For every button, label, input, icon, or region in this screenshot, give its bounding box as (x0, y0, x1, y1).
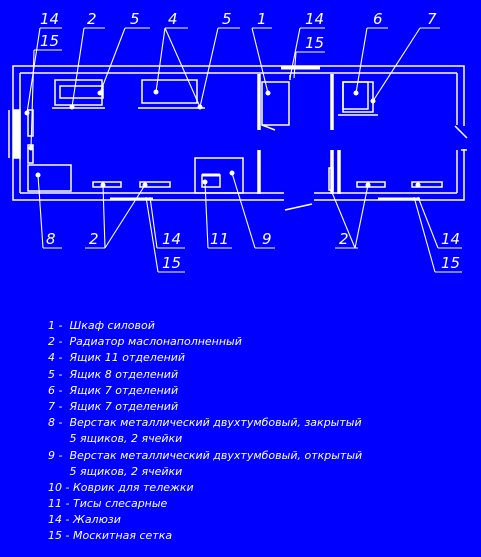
legend-text: Тисы слесарные (72, 497, 168, 511)
legend-text: Шкаф силовой (69, 319, 155, 332)
callout-14-bottom-right: 14 (441, 230, 461, 248)
legend-text: Радиатор маслонаполненный (69, 335, 242, 349)
callout-9-bottom: 9 (262, 230, 272, 248)
callout-1-top: 1 (257, 10, 267, 28)
legend-item (48, 318, 468, 334)
partitions (259, 74, 339, 194)
legend-text: 5 ящиков, 2 ячейки (69, 432, 183, 446)
legend-item (48, 448, 468, 464)
legend-number: 4 - (48, 351, 63, 365)
legend-text: Жалюзи (72, 513, 121, 527)
callout-6-top: 6 (373, 10, 383, 28)
callout-15-top-center: 15 (305, 34, 325, 52)
legend-number: 15 - (48, 529, 70, 543)
legend-item (48, 480, 468, 496)
legend-item (48, 334, 468, 350)
legend-number: 14 - (48, 513, 70, 527)
legend (48, 318, 468, 545)
legend-number: 1 - (48, 319, 63, 332)
legend-item (48, 512, 468, 528)
doors (284, 126, 467, 210)
legend-number: 9 - (48, 448, 63, 462)
callout-7-top: 7 (427, 10, 437, 28)
legend-text: Верстак металлический двухтумбовый, открытый (69, 448, 363, 462)
callout-15-top-left: 15 (40, 32, 60, 50)
legend-text: Коврик для тележки (72, 480, 194, 494)
legend-text: 5 ящиков, 2 ячейки (69, 464, 183, 478)
callout-14-bottom-left: 14 (162, 230, 182, 248)
legend-text: Ящик 8 отделений (69, 367, 179, 381)
callout-2-bottom-right: 2 (339, 230, 349, 248)
callout-15-bottom-left: 15 (162, 254, 182, 272)
legend-item-continuation (48, 464, 468, 480)
callout-14-top-left: 14 (40, 10, 60, 28)
legend-number: 2 - (48, 335, 63, 349)
legend-number: 8 - (48, 416, 63, 430)
legend-number: 6 - (48, 383, 63, 397)
legend-number: 7 - (48, 399, 63, 413)
callout-2-top: 2 (87, 10, 97, 28)
legend-item-continuation (48, 431, 468, 447)
legend-item (48, 383, 468, 399)
legend-number: 5 - (48, 367, 63, 381)
callout-8-bottom: 8 (46, 230, 56, 248)
legend-text: Ящик 7 отделений (69, 399, 179, 413)
callout-14-top-center: 14 (305, 10, 325, 28)
callout-15-bottom-right: 15 (441, 254, 461, 272)
legend-item (48, 496, 468, 512)
callout-2-bottom-left: 2 (89, 230, 99, 248)
legend-item (48, 399, 468, 415)
markers (25, 90, 421, 188)
callout-11-bottom: 11 (210, 230, 230, 248)
legend-item (48, 367, 468, 383)
legend-number: 10 - (48, 480, 70, 494)
legend-text: Москитная сетка (72, 529, 173, 543)
callout-5-top-left: 5 (130, 10, 140, 28)
callout-4-top: 4 (168, 10, 178, 28)
legend-text: Ящик 11 отделений (69, 351, 186, 365)
legend-item (48, 350, 468, 366)
callout-5-top-right: 5 (222, 10, 232, 28)
legend-item (48, 415, 468, 431)
legend-item (48, 528, 468, 544)
furniture (28, 80, 442, 193)
legend-text: Ящик 7 отделений (69, 383, 179, 397)
legend-number: 11 - (48, 497, 70, 511)
legend-text: Верстак металлический двухтумбовый, закрытый (69, 416, 362, 430)
